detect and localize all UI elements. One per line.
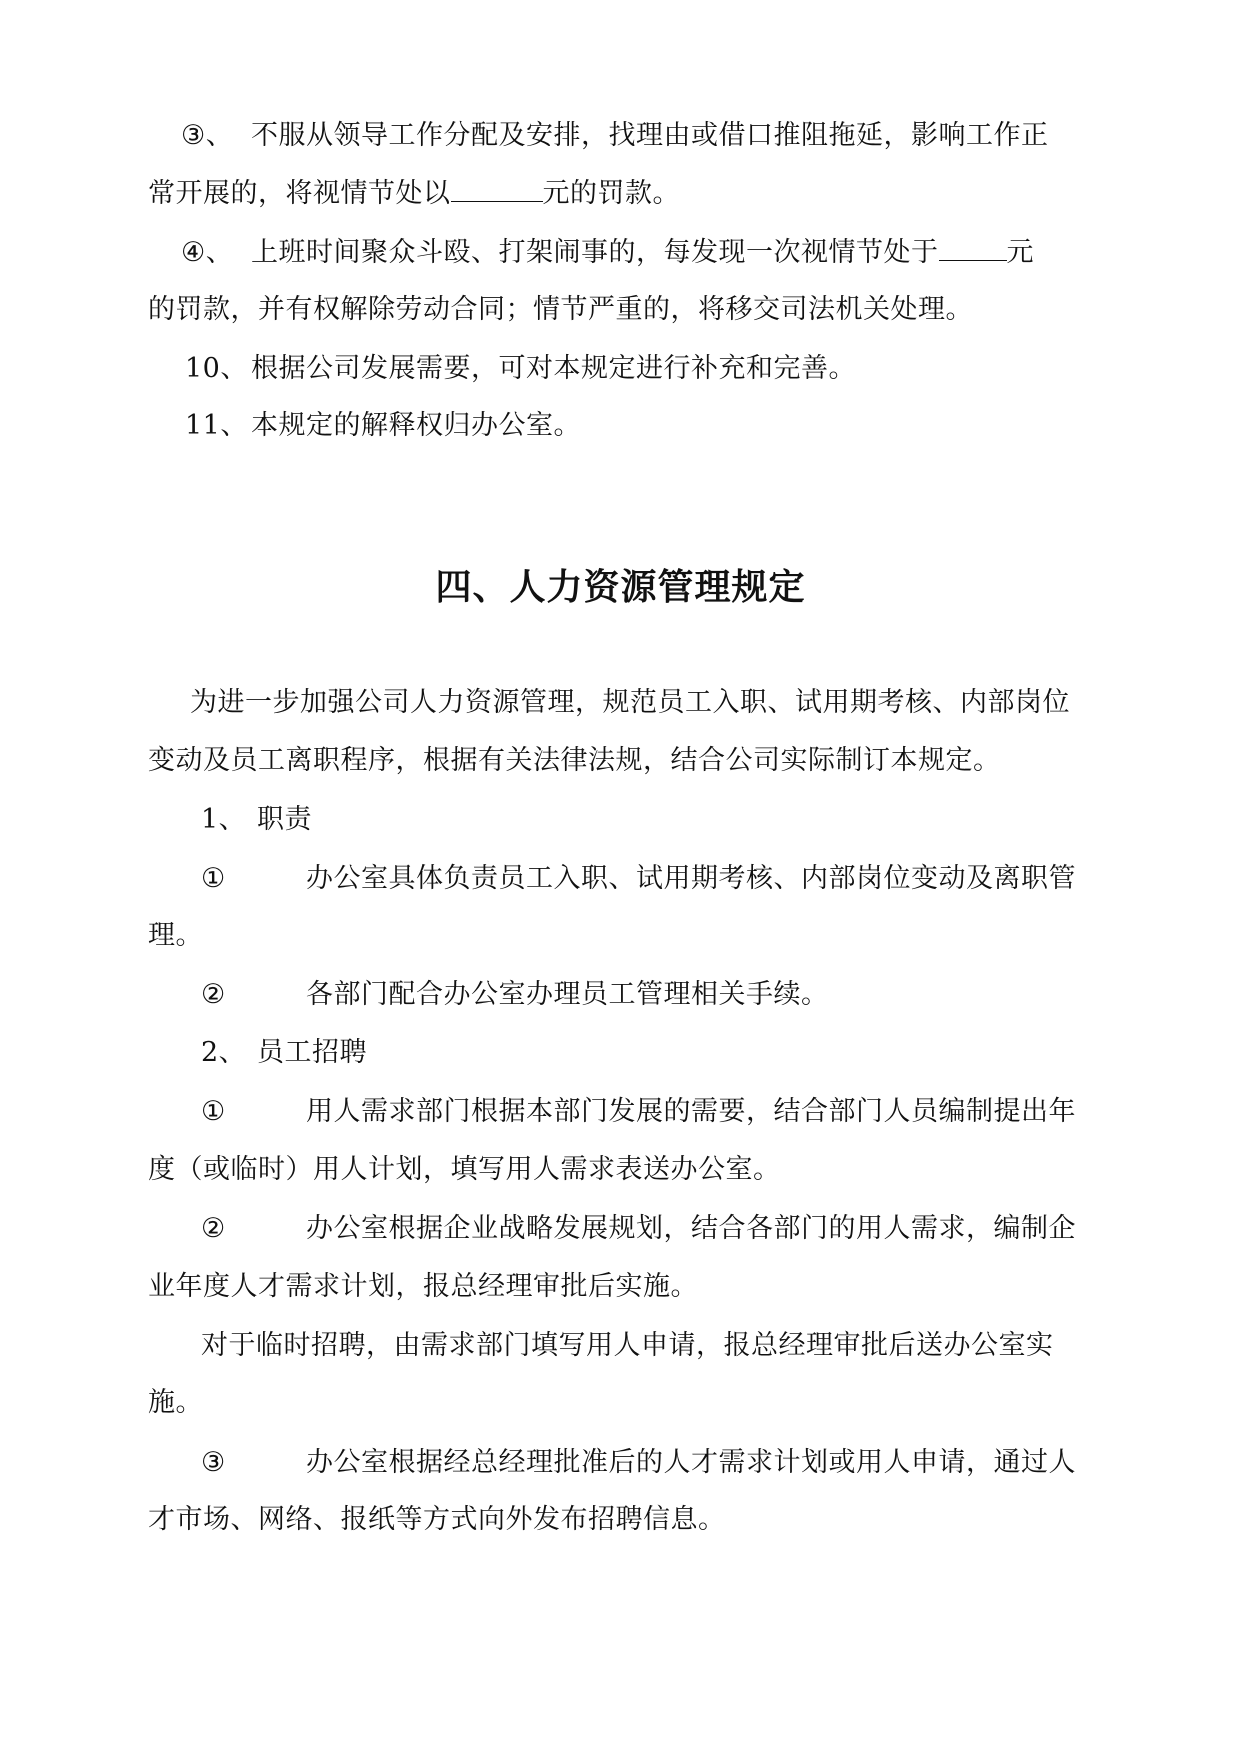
s2-item-3-marker: ③ bbox=[201, 1447, 226, 1478]
s2-item-1-line-1 bbox=[148, 1092, 1118, 1132]
temp-recruit-text-2: 施。 bbox=[148, 1387, 203, 1418]
item-3-line-2 bbox=[148, 174, 1118, 214]
intro-text-2: 变动及员工离职程序，根据有关法律法规，结合公司实际制订本规定。 bbox=[148, 745, 1001, 776]
section-1-heading bbox=[148, 800, 1118, 840]
section-title: 四、人力资源管理规定 bbox=[435, 567, 806, 608]
s1-item-2 bbox=[148, 975, 1118, 1015]
section-2-marker: 2、 bbox=[201, 1037, 247, 1068]
s1-item-1-marker: ① bbox=[201, 863, 226, 894]
s1-item-2-text: 各部门配合办公室办理员工管理相关手续。 bbox=[306, 979, 829, 1010]
s2-item-3-text-1: 办公室根据经总经理批准后的人才需求计划或用人申请，通过人 bbox=[306, 1447, 1076, 1478]
item-10 bbox=[148, 349, 1118, 389]
s2-item-2-line-2 bbox=[148, 1267, 1118, 1307]
temp-recruit-text-1: 对于临时招聘，由需求部门填写用人申请，报总经理审批后送办公室实 bbox=[201, 1330, 1054, 1361]
s2-item-3-line-2 bbox=[148, 1500, 1118, 1540]
s2-item-1-marker: ① bbox=[201, 1096, 226, 1127]
item-3-text-2-post: 元的罚款。 bbox=[542, 178, 680, 209]
section-1-heading-text: 职责 bbox=[257, 804, 312, 835]
item-4-text-1-pre: 上班时间聚众斗殴、打架闹事的，每发现一次视情节处于 bbox=[251, 237, 939, 268]
s2-item-2-text-2: 业年度人才需求计划，报总经理审批后实施。 bbox=[148, 1271, 698, 1302]
s1-item-1-line-2 bbox=[148, 916, 1118, 956]
item-4-line-2 bbox=[148, 290, 1118, 330]
item-3-text-1: 不服从领导工作分配及安排，找理由或借口推阻拖延，影响工作正 bbox=[251, 120, 1049, 151]
item-11 bbox=[148, 406, 1118, 446]
intro-text-1: 为进一步加强公司人力资源管理，规范员工入职、试用期考核、内部岗位 bbox=[190, 687, 1070, 718]
section-2-heading-text: 员工招聘 bbox=[257, 1037, 367, 1068]
item-10-marker: 10、 bbox=[185, 353, 248, 384]
s1-item-1-line-1 bbox=[148, 859, 1118, 899]
s2-item-3-text-2: 才市场、网络、报纸等方式向外发布招聘信息。 bbox=[148, 1504, 726, 1535]
intro-line-2 bbox=[148, 741, 1118, 781]
item-11-marker: 11、 bbox=[185, 410, 248, 441]
item-4-line-1 bbox=[148, 233, 1118, 273]
s2-item-1-line-2 bbox=[148, 1150, 1118, 1190]
item-4-text-1-post: 元 bbox=[1006, 237, 1034, 268]
section-1-marker: 1、 bbox=[201, 804, 247, 835]
item-3-marker: ③、 bbox=[181, 120, 234, 151]
s1-item-1-text-1: 办公室具体负责员工入职、试用期考核、内部岗位变动及离职管 bbox=[306, 863, 1076, 894]
item-4-text-2: 的罚款，并有权解除劳动合同；情节严重的，将移交司法机关处理。 bbox=[148, 294, 973, 325]
s1-item-2-marker: ② bbox=[201, 979, 226, 1010]
temp-recruit-line-1 bbox=[148, 1326, 1118, 1366]
s2-item-2-text-1: 办公室根据企业战略发展规划，结合各部门的用人需求，编制企 bbox=[306, 1213, 1076, 1244]
item-4-marker: ④、 bbox=[181, 237, 234, 268]
fine-amount-blank bbox=[451, 175, 543, 202]
item-3-text-2-pre: 常开展的，将视情节处以 bbox=[148, 178, 451, 209]
s2-item-3-line-1 bbox=[148, 1443, 1118, 1483]
section-2-heading bbox=[148, 1033, 1118, 1073]
fine-amount-blank bbox=[939, 234, 1007, 261]
s1-item-1-text-2: 理。 bbox=[148, 920, 203, 951]
s2-item-2-line-1 bbox=[148, 1209, 1118, 1249]
s2-item-1-text-2: 度（或临时）用人计划，填写用人需求表送办公室。 bbox=[148, 1154, 781, 1185]
item-10-text: 根据公司发展需要，可对本规定进行补充和完善。 bbox=[251, 353, 856, 384]
temp-recruit-line-2 bbox=[148, 1383, 1118, 1423]
intro-line-1 bbox=[148, 683, 1118, 723]
s2-item-2-marker: ② bbox=[201, 1213, 226, 1244]
item-11-text: 本规定的解释权归办公室。 bbox=[251, 410, 581, 441]
item-3-line-1 bbox=[148, 116, 1118, 156]
s2-item-1-text-1: 用人需求部门根据本部门发展的需要，结合部门人员编制提出年 bbox=[306, 1096, 1076, 1127]
